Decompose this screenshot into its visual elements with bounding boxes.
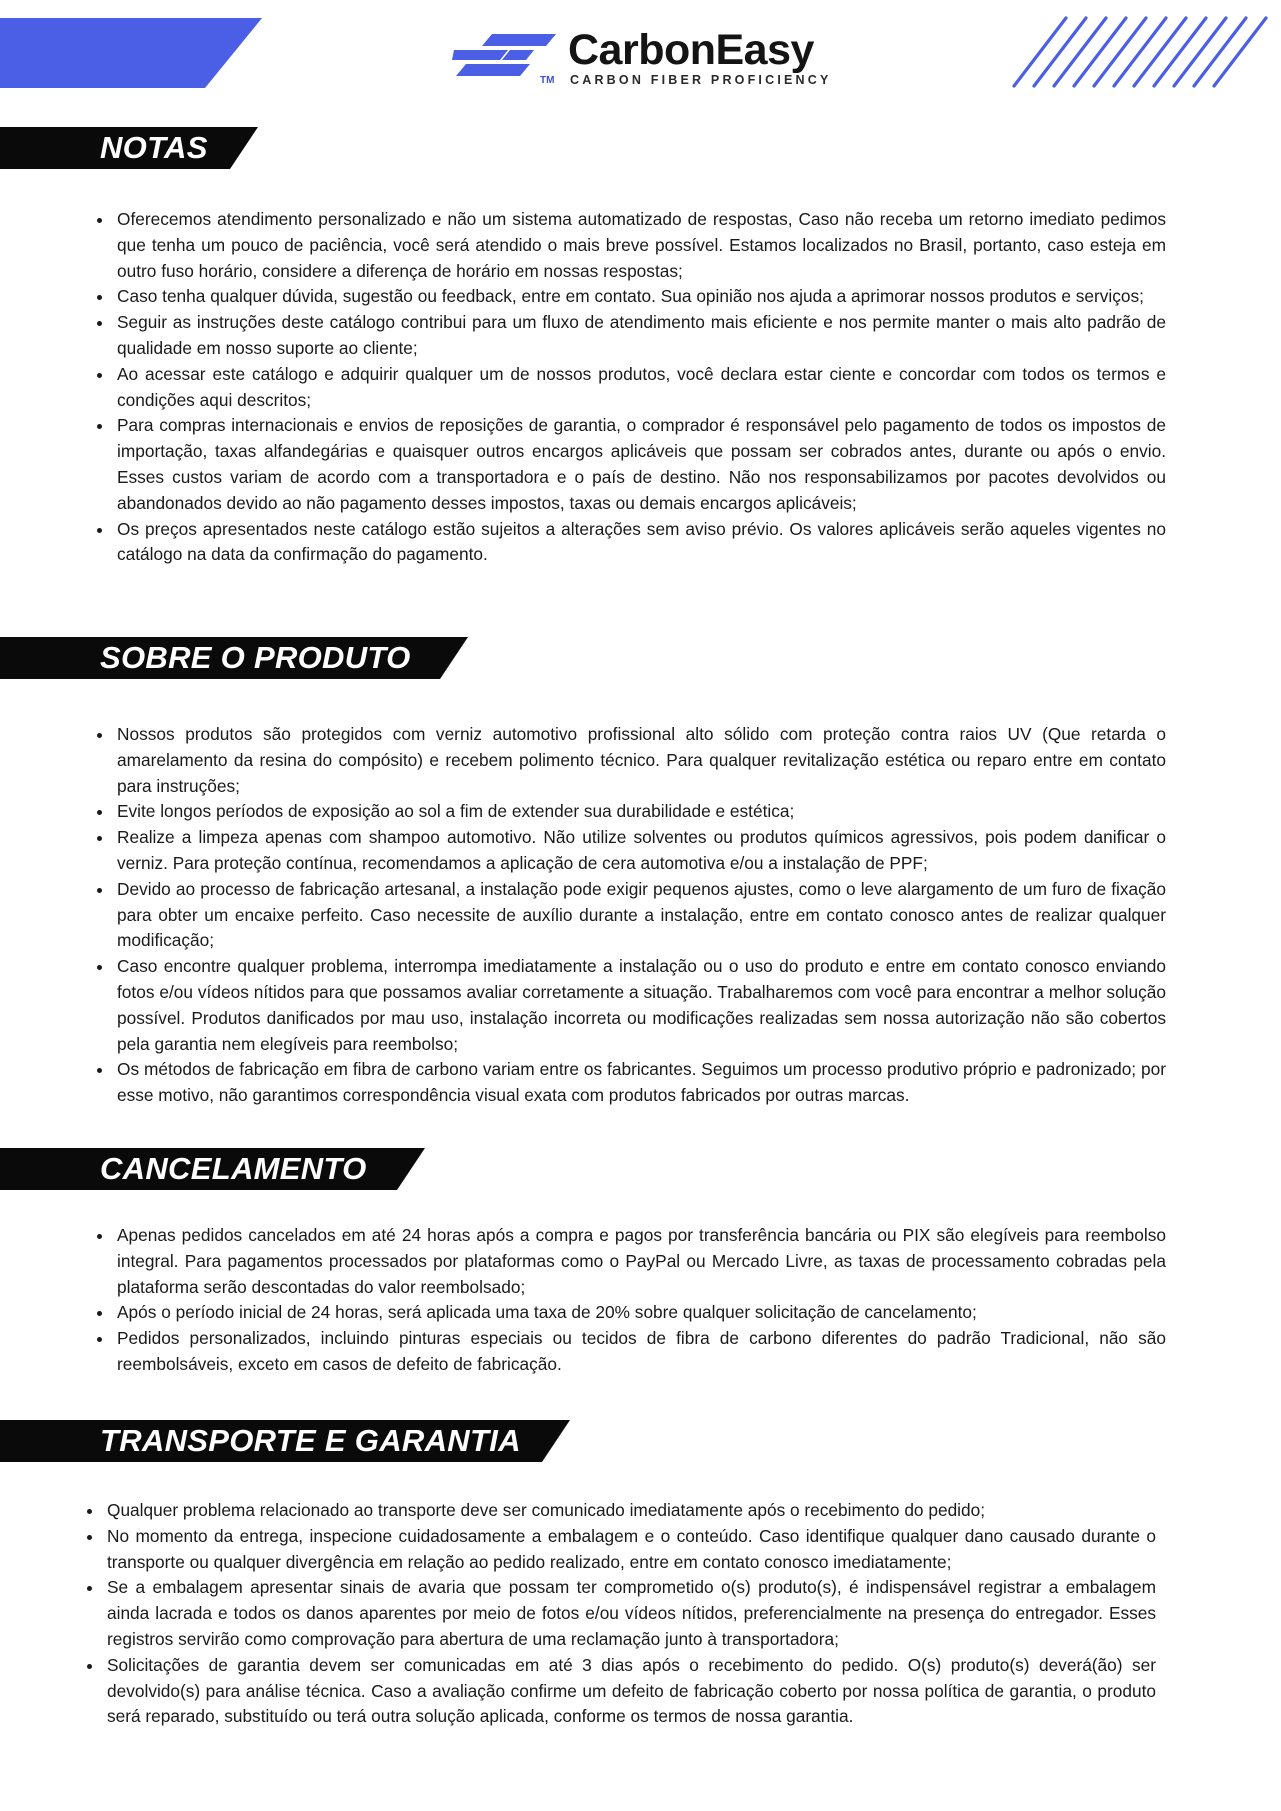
section-header-notas	[0, 127, 258, 169]
section-title: CANCELAMENTO	[100, 1151, 367, 1186]
section-header-transporte-e-garantia	[0, 1420, 570, 1462]
notas-list	[117, 207, 1166, 568]
list-item: Caso tenha qualquer dúvida, sugestão ou feedback, entre em contato. Sua opinião nos ajuda a aprimorar nossos produtos e serviços;	[117, 284, 1166, 310]
sobre-o-produto-list	[117, 722, 1166, 1109]
list-item: Solicitações de garantia devem ser comunicadas em até 3 dias após o recebimento do pedido. O(s) produto(s) deverá(ão) ser devolvido(s) para análise técnica. Caso a avaliação confirme um defeito de fabricação coberto por nossa política de garantia, o produto será reparado, substituído ou terá outra solução aplicada, conforme os termos de nossa garantia.	[107, 1653, 1156, 1730]
brand-tagline: CARBON FIBER PROFICIENCY	[570, 73, 832, 87]
list-item: Evite longos períodos de exposição ao sol a fim de extender sua durabilidade e estética;	[117, 799, 1166, 825]
section-header-cancelamento	[0, 1148, 425, 1190]
list-item: Apenas pedidos cancelados em até 24 horas após a compra e pagos por transferência bancária ou PIX são elegíveis para reembolso integral. Para pagamentos processados por plataformas como o PayPal ou Mercado Livre, as taxas de processamento cobradas pela plataforma serão descontadas do valor reembolsado;	[117, 1223, 1166, 1300]
list-item: Após o período inicial de 24 horas, será aplicada uma taxa de 20% sobre qualquer solicitação de cancelamento;	[117, 1300, 1166, 1326]
corner-accent-shape	[0, 18, 262, 88]
list-item: Os preços apresentados neste catálogo estão sujeitos a alterações sem aviso prévio. Os valores aplicáveis serão aqueles vigentes no catálogo na data da confirmação do pagamento.	[117, 517, 1166, 569]
list-item: Os métodos de fabricação em fibra de carbono variam entre os fabricantes. Seguimos um processo produtivo próprio e padronizado; por esse motivo, não garantimos correspondência visual exata com produtos fabricados por outras marcas.	[117, 1057, 1166, 1109]
brand-logo	[452, 28, 832, 92]
list-item: Nossos produtos são protegidos com verniz automotivo profissional alto sólido com proteção contra raios UV (Que retarda o amarelamento da resina do compósito) e recebem polimento técnico. Para qualquer revitalização estética ou reparo entre em contato para instruções;	[117, 722, 1166, 799]
list-item: Para compras internacionais e envios de reposições de garantia, o comprador é responsável pelo pagamento de todos os impostos de importação, taxas alfandegárias e quaisquer outros encargos aplicáveis que possam ser cobrados antes, durante ou após o envio. Esses custos variam de acordo com a transportadora e o país de destino. Não nos responsabilizamos por pacotes devolvidos ou abandonados devido ao não pagamento desses impostos, taxas ou demais encargos aplicáveis;	[117, 413, 1166, 516]
list-item: Qualquer problema relacionado ao transporte deve ser comunicado imediatamente após o recebimento do pedido;	[107, 1498, 1156, 1524]
section-title: SOBRE O PRODUTO	[100, 640, 411, 675]
logo-mark-icon	[452, 32, 562, 78]
section-header-sobre-o-produto	[0, 637, 468, 679]
list-item: Devido ao processo de fabricação artesanal, a instalação pode exigir pequenos ajustes, como o leve alargamento de um furo de fixação para obter um encaixe perfeito. Caso necessite de auxílio durante a instalação, entre em contato conosco antes de realizar qualquer modificação;	[117, 877, 1166, 954]
transporte-e-garantia-list	[107, 1498, 1156, 1730]
list-item: Oferecemos atendimento personalizado e não um sistema automatizado de respostas, Caso não receba um retorno imediato pedimos que tenha um pouco de paciência, você será atendido o mais breve possível. Estamos localizados no Brasil, portanto, caso esteja em outro fuso horário, considere a diferença de horário em nossas respostas;	[117, 207, 1166, 284]
section-title: TRANSPORTE E GARANTIA	[100, 1423, 521, 1458]
list-item: Se a embalagem apresentar sinais de avaria que possam ter comprometido o(s) produto(s), é indispensável registrar a embalagem ainda lacrada e todos os danos aparentes por meio de fotos e/ou vídeos nítidos, preferencialmente na presença do entregador. Esses registros servirão como comprovação para abertura de uma reclamação junto à transportadora;	[107, 1575, 1156, 1652]
list-item: Pedidos personalizados, incluindo pinturas especiais ou tecidos de fibra de carbono diferentes do padrão Tradicional, não são reembolsáveis, exceto em casos de defeito de fabricação.	[117, 1326, 1166, 1378]
trademark-mark: TM	[540, 75, 555, 86]
diagonal-stripes-decoration	[1010, 16, 1280, 88]
list-item: No momento da entrega, inspecione cuidadosamente a embalagem e o conteúdo. Caso identifique qualquer dano causado durante o transporte ou qualquer divergência em relação ao pedido realizado, entre em contato conosco imediatamente;	[107, 1524, 1156, 1576]
list-item: Realize a limpeza apenas com shampoo automotivo. Não utilize solventes ou produtos químicos agressivos, pois podem danificar o verniz. Para proteção contínua, recomendamos a aplicação de cera automotiva e/ou a instalação de PPF;	[117, 825, 1166, 877]
cancelamento-list	[117, 1223, 1166, 1378]
list-item: Seguir as instruções deste catálogo contribui para um fluxo de atendimento mais eficiente e nos permite manter o mais alto padrão de qualidade em nosso suporte ao cliente;	[117, 310, 1166, 362]
list-item: Ao acessar este catálogo e adquirir qualquer um de nossos produtos, você declara estar ciente e concordar com todos os termos e condições aqui descritos;	[117, 362, 1166, 414]
list-item: Caso encontre qualquer problema, interrompa imediatamente a instalação ou o uso do produto e entre em contato conosco enviando fotos e/ou vídeos nítidos para que possamos avaliar corretamente a situação. Trabalharemos com você para encontrar a melhor solução possível. Produtos danificados por mau uso, instalação incorreta ou modificações realizadas sem nossa autorização não são cobertos pela garantia nem elegíveis para reembolso;	[117, 954, 1166, 1057]
section-title: NOTAS	[100, 130, 208, 165]
brand-name: CarbonEasy	[568, 26, 814, 74]
